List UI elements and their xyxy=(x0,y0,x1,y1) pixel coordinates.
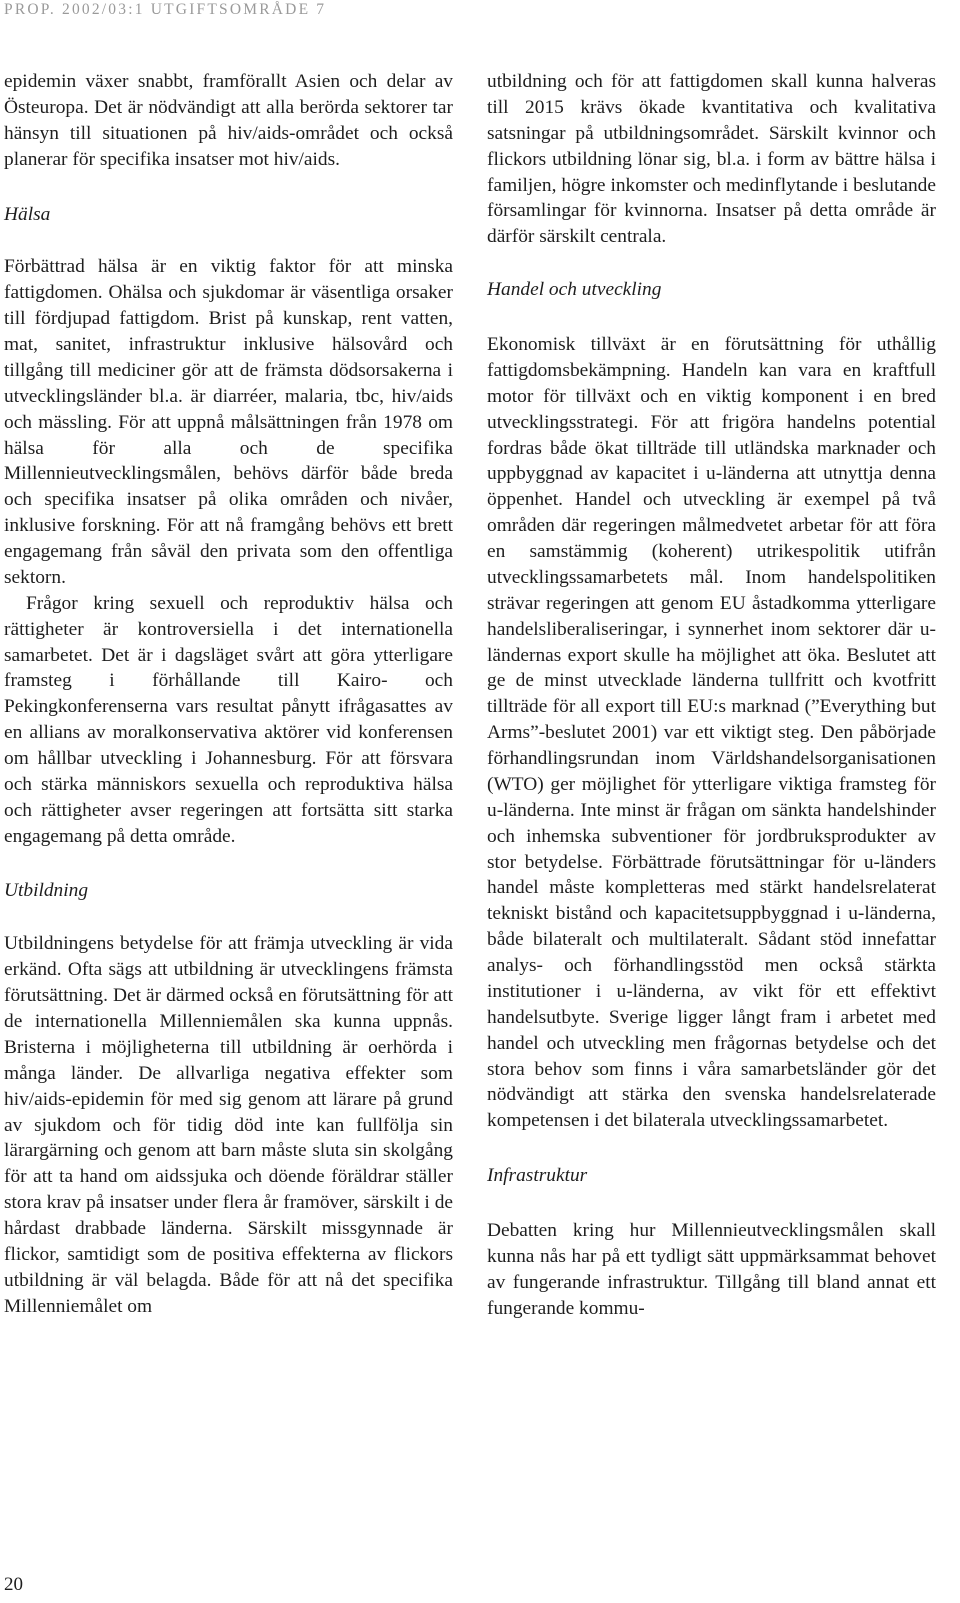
paragraph-handel: Ekonomisk tillväxt är en förutsättning för uthållig fattigdomsbekämpning. Handeln kan vara en kraftfull motor för tillväxt och en viktig komponent i en bred utvecklingsstrategi. För att frigöra handelns potential fordras både ökat tillträde till utländska marknader och uppbyggnad av kapacitet i u-länderna att utnyttja denna öppenhet. Handel och utveckling är exempel på två områden där regeringen målmedvetet arbetar för att föra en samstämmig (koherent) utrikespolitik utifrån utvecklingssamarbetets mål. Inom handelspolitiken strävar regeringen att genom EU åstadkomma ytterligare handelsliberaliseringar, i synnerhet inom sektorer där u-ländernas export skulle ha möjlighet att öka. Beslutet att ge de minst utvecklade länderna tullfritt och kvotfritt tillträde för all export till EU:s marknad (”Everything but Arms”-beslutet 2001) var ett viktigt steg. Den påbörjade förhandlingsrundan inom Världshandelsorganisationen (WTO) ger möjlighet för ytterligare viktiga framsteg för u-länderna. Inte minst är frågan om sänkta handelshinder och inhemska subventioner för jordbruksprodukter av stor betydelse. Förbättrade förutsättningar för u-länders handel måste kompletteras med stärkt handelsrelaterat tekniskt bistånd och kapacitetsuppbyggnad i u-länderna, både bilateralt och multilateralt. Sådant stöd innefattar analys- och förhandlingsstöd men också stärkta institutioner i u-länderna, av vikt för ett effektivt handelsutbyte. Sverige ligger långt fram i arbetet med handel och utveckling men frågornas betydelse och det stora behov som finns i våra samarbetsländer gör det nödvändigt att stärka den svenska handelsrelaterade kompetensen i det bilaterala utvecklingssamarbetet. xyxy=(487,334,936,1132)
section-heading-halsa: Hälsa xyxy=(4,203,51,225)
paragraph-continuation: utbildning och för att fattigdomen skall kunna halveras till 2015 krävs ökade kvantitativa och kvalitativa satsningar på utbildningsområdet. Särskilt kvinnor och flickors utbildning lönar sig, bl.a. i form av bättre hälsa i familjen, högre inkomster och medinflytande i beslutande församlingar för kvinnorna. Insatser på detta område är därför särskilt centrala. xyxy=(487,71,936,248)
paragraph-infrastruktur: Debatten kring hur Millennieutvecklingsmålen skall kunna nås har på ett tydligt sätt uppmärksammat behovet av fungerande infrastruktur. Tillgång till bland annat ett fungerande kommu- xyxy=(487,1220,936,1319)
page-number: 20 xyxy=(4,1574,23,1595)
paragraph-intro: epidemin växer snabbt, framförallt Asien och delar av Östeuropa. Det är nödvändigt att alla berörda sektorer tar hänsyn till situationen på hiv/aids-området och också planerar för specifika insatser mot hiv/aids. xyxy=(4,71,453,170)
right-column xyxy=(487,69,936,1322)
section-heading-utbildning: Utbildning xyxy=(4,879,89,901)
section-heading-handel: Handel och utveckling xyxy=(487,279,662,301)
running-header: PROP. 2002/03:1 UTGIFTSOMRÅDE 7 xyxy=(4,1,327,18)
paragraph-utbildning: Utbildningens betydelse för att främja utveckling är vida erkänd. Ofta sägs att utbildning är utvecklingens främsta förutsättning. Det är därmed också en förutsättning för att de internationella Millenniemålen ska kunna uppnås. Bristerna i möjligheterna till utbildning är oerhörda i många länder. De allvarliga negativa effekter som hiv/aids-epidemin för med sig genom att lärare på grund av sjukdom och för tidig död inte kan fullfölja sin lärargärning och genom att barn måste sluta sin skolgång för att ta hand om aidssjuka och döende föräldrar ställer stora krav på insatser under flera år framöver, särskilt i de hårdast drabbade länderna. Särskilt missgynnade är flickor, samtidigt som de positiva effekterna av flickors utbildning är väl belagda. Både för att nå det specifika Millenniemålet om xyxy=(4,933,453,1317)
section-heading-infrastruktur: Infrastruktur xyxy=(487,1165,588,1187)
paragraph-halsa-1: Förbättrad hälsa är en viktig faktor för att minska fattigdomen. Ohälsa och sjukdomar är väsentliga orsaker till fördjupad fattigdom. Brist på kunskap, rent vatten, mat, sanitet, infrastruktur inklusive hälsovård och tillgång till mediciner gör att de främsta dödsorsakerna i utvecklingsländer bl.a. är diarréer, malaria, tbc, hiv/aids och mässling. För att uppnå målsättningen från 1978 om hälsa för alla och de specifika Millennieutvecklingsmålen, behövs därför både breda och specifika insatser på olika områden och nivåer, inklusive forskning. För att nå framgång behövs ett brett engagemang från såväl den privata som den offentliga sektorn. xyxy=(4,256,453,588)
paragraph-halsa-2: Frågor kring sexuell och reproduktiv hälsa och rättigheter är kontroversiella i det internationella samarbetet. Det är i dagsläget svårt att göra ytterligare framsteg i förhållande till Kairo- och Pekingkonferenserna vars resultat pånytt ifrågasattes av en allians av moralkonservativa aktörer vid konferensen om hållbar utveckling i Johannesburg. För att försvara och stärka människors sexuella och reproduktiva hälsa och rättigheter avser regeringen att fortsätta sitt starka engagemang på detta område. xyxy=(4,592,453,847)
left-column xyxy=(4,69,453,1320)
